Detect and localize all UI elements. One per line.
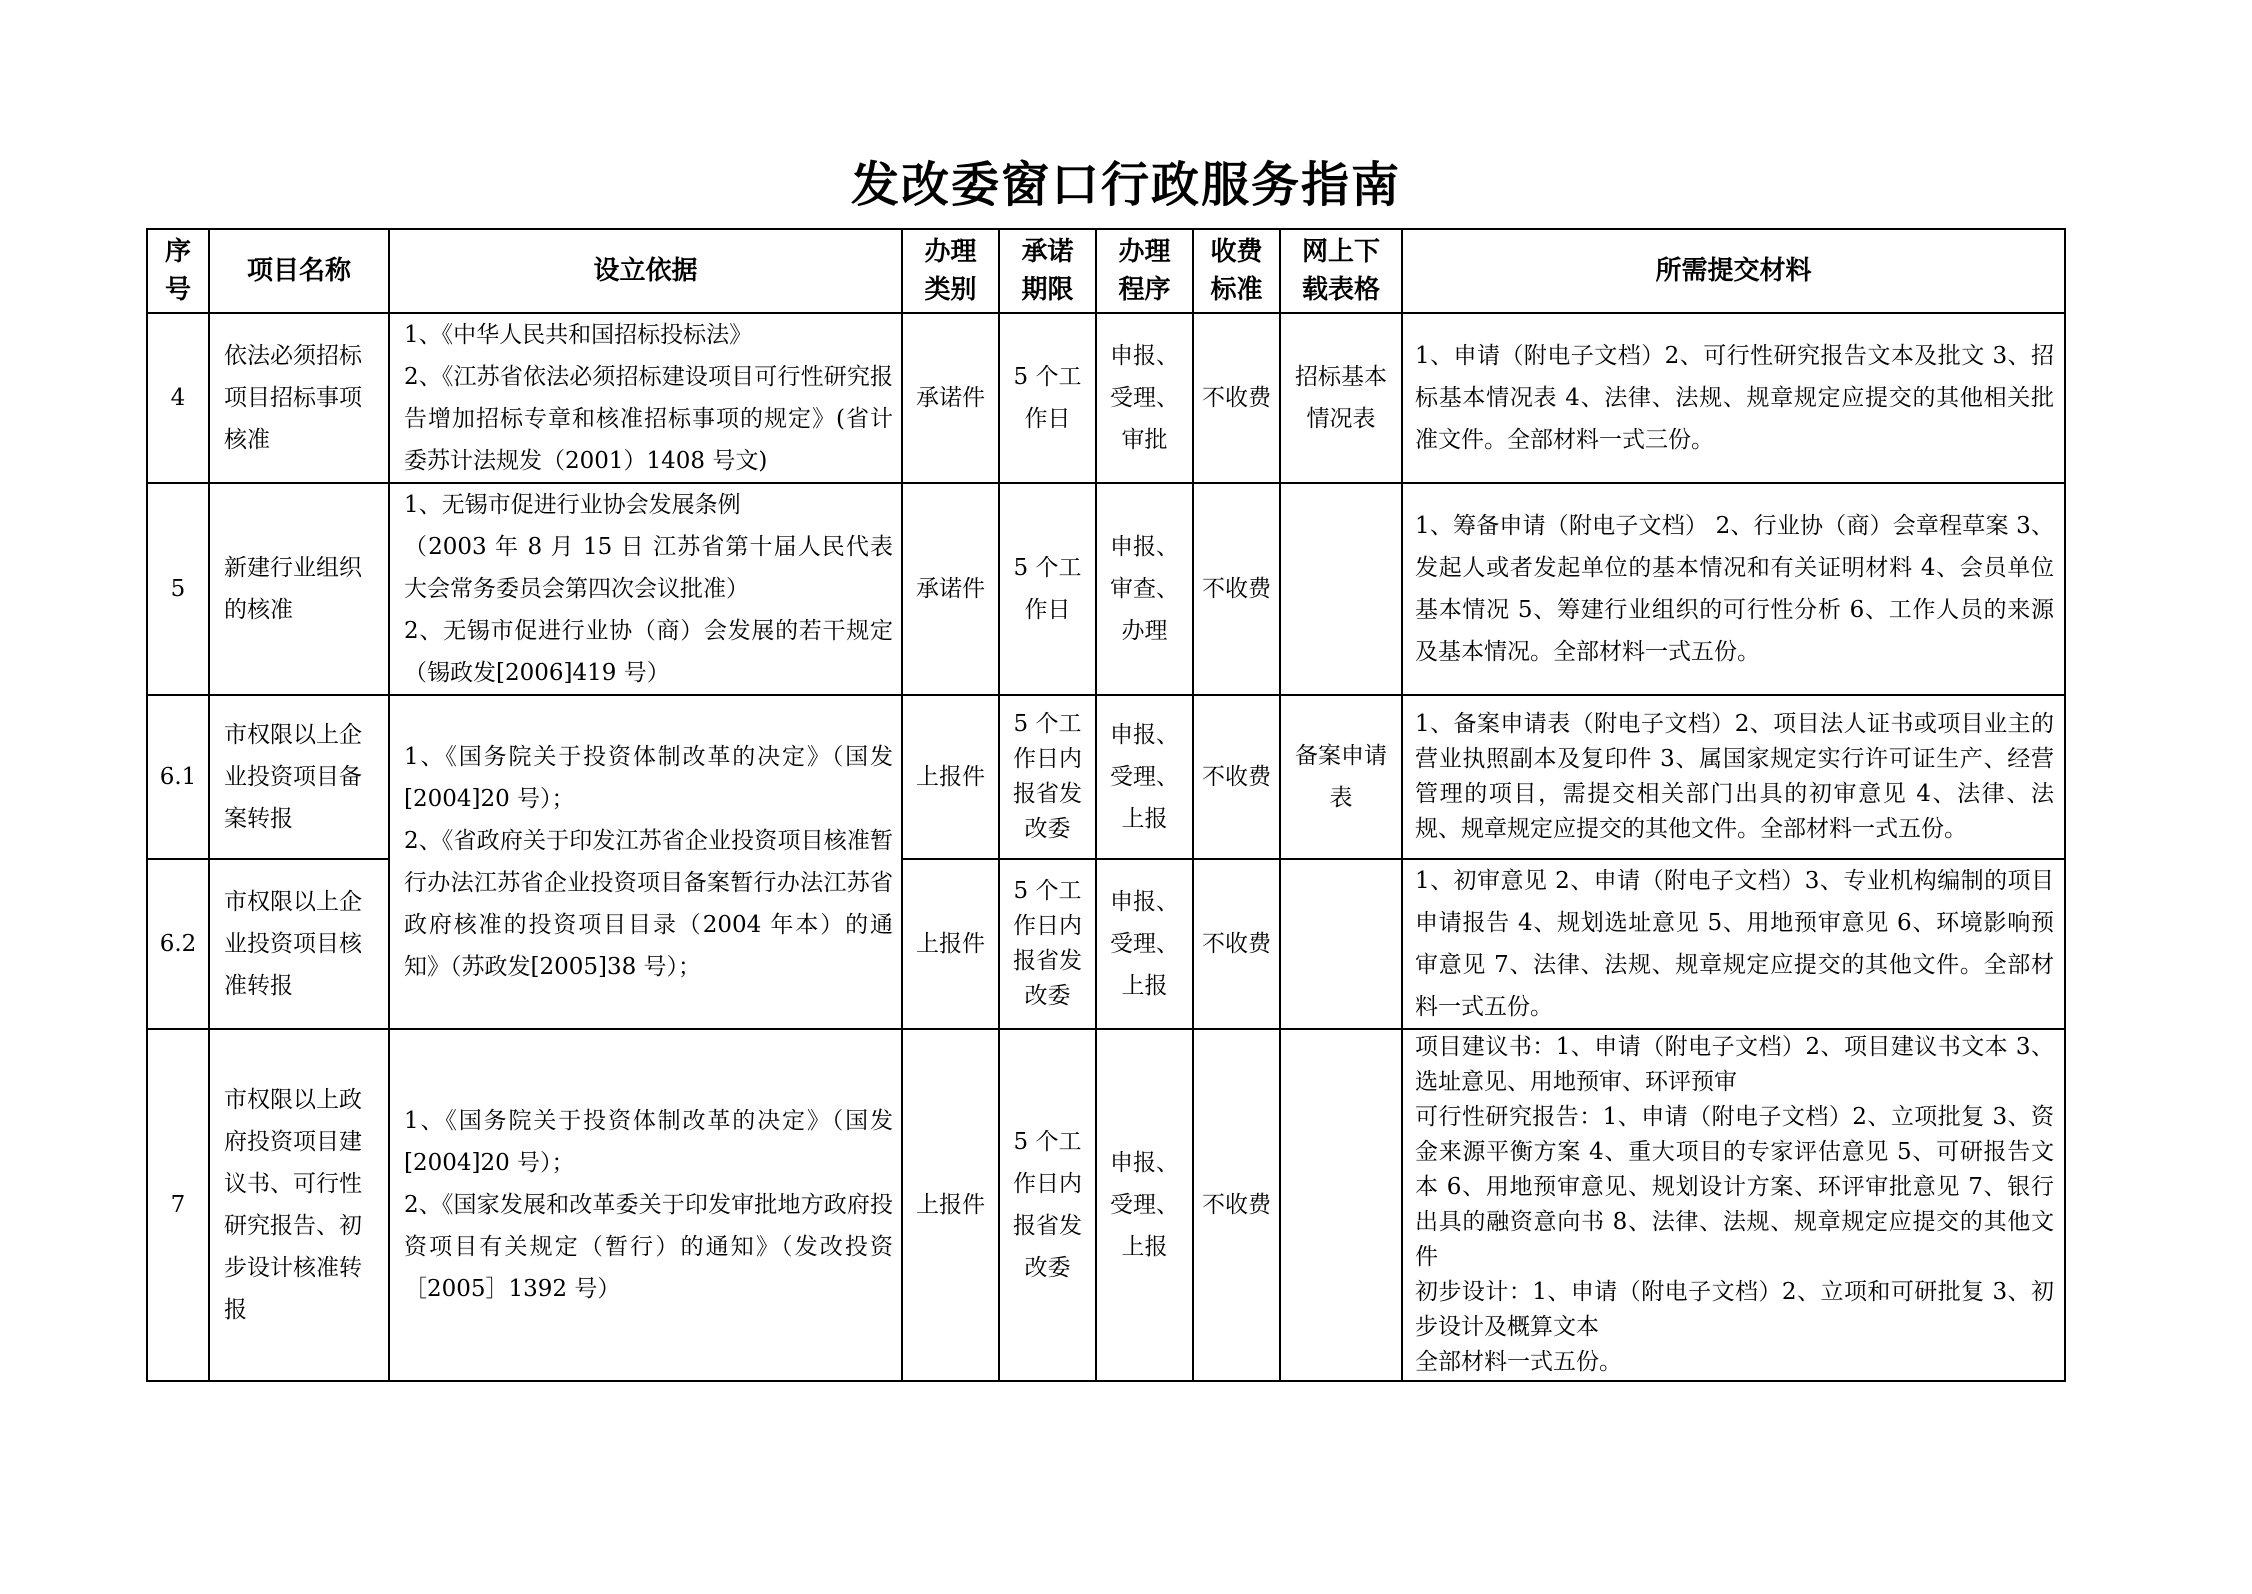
header-name: 项目名称: [209, 229, 389, 313]
materials-line: 可行性研究报告：1、申请（附电子文档）2、立项批复 3、资金来源平衡方案 4、重大项目的专家评估意见 5、可研报告文本 6、用地预审意见、规划设计方案、环评审批意见 7、银行出具的融资意向书 8、法律、法规、规章规定应提交的其他文件: [1415, 1104, 2054, 1270]
row-basis-shared: [389, 695, 902, 1029]
basis-line: 2、《省政府关于印发江苏省企业投资项目核准暂行办法江苏省企业投资项目备案暂行办法江苏省政府核准的投资项目目录（2004 年本）的通知》（苏政发[2005]38 号）；: [404, 828, 893, 980]
basis-line: 1、《国务院关于投资体制改革的决定》（国发[2004]20 号）；: [404, 744, 893, 812]
row-procedure: 申报、受理、上报: [1096, 859, 1193, 1029]
header-type: 办理 类别: [902, 229, 999, 313]
row-form: [1280, 859, 1402, 1029]
row-materials: [1402, 483, 2065, 695]
row-basis: [389, 1029, 902, 1381]
row-limit: 5 个工作日内报省发改委: [999, 1029, 1096, 1381]
row-materials: [1402, 859, 2065, 1029]
row-name: 市权限以上政府投资项目建议书、可行性研究报告、初步设计核准转报: [209, 1029, 389, 1381]
materials-line: 项目建议书：1、申请（附电子文档）2、项目建议书文本 3、选址意见、用地预审、环评预审: [1415, 1034, 2054, 1095]
row-procedure: 申报、审查、办理: [1096, 483, 1193, 695]
header-fee: 收费 标准: [1193, 229, 1280, 313]
header-basis: 设立依据: [389, 229, 902, 313]
row-name: 依法必须招标项目招标事项核准: [209, 313, 389, 483]
row-procedure: 申报、受理、上报: [1096, 695, 1193, 859]
materials-line: 初步设计：1、申请（附电子文档）2、立项和可研批复 3、初步设计及概算文本: [1415, 1279, 2054, 1340]
row-procedure: 申报、受理、审批: [1096, 313, 1193, 483]
row-procedure: 申报、受理、上报: [1096, 1029, 1193, 1381]
row-seq: 5: [147, 483, 209, 695]
basis-line: 2、无锡市促进行业协（商）会发展的若干规定（锡政发[2006]419 号）: [404, 618, 893, 686]
row-type: 上报件: [902, 1029, 999, 1381]
row-limit: 5 个工作日内报省发改委: [999, 695, 1096, 859]
basis-line: 1、《国务院关于投资体制改革的决定》（国发[2004]20 号）；: [404, 1108, 893, 1176]
row-type: 承诺件: [902, 313, 999, 483]
header-procedure: 办理 程序: [1096, 229, 1193, 313]
table-row: [147, 313, 2065, 483]
basis-line: （2003 年 8 月 15 日 江苏省第十届人民代表大会常务委员会第四次会议批准）: [404, 534, 893, 602]
row-fee: 不收费: [1193, 1029, 1280, 1381]
row-fee: 不收费: [1193, 483, 1280, 695]
row-form: 备案申请表: [1280, 695, 1402, 859]
table-row: [147, 695, 2065, 859]
row-name: 市权限以上企业投资项目备案转报: [209, 695, 389, 859]
basis-line: 1、无锡市促进行业协会发展条例: [404, 492, 741, 518]
materials-line: 1、备案申请表（附电子文档）2、项目法人证书或项目业主的营业执照副本及复印件 3、属国家规定实行许可证生产、经营管理的项目，需提交相关部门出具的初审意见 4、法律、法规、规章规定应提交的其他文件。全部材料一式五份。: [1415, 711, 2054, 842]
basis-line: 1、《中华人民共和国招标投标法》: [404, 322, 753, 348]
row-fee: 不收费: [1193, 695, 1280, 859]
materials-line: 1、初审意见 2、申请（附电子文档）3、专业机构编制的项目申请报告 4、规划选址意见 5、用地预审意见 6、环境影响预审意见 7、法律、法规、规章规定应提交的其他文件。全部材料一式五份。: [1415, 868, 2054, 1020]
table-row: [147, 1029, 2065, 1381]
row-name: 新建行业组织的核准: [209, 483, 389, 695]
row-fee: 不收费: [1193, 859, 1280, 1029]
basis-line: 2、《江苏省依法必须招标建设项目可行性研究报告增加招标专章和核准招标事项的规定》(省计委苏计法规发（2001）1408 号文): [404, 364, 893, 474]
row-materials: [1402, 313, 2065, 483]
header-materials: 所需提交材料: [1402, 229, 2065, 313]
row-type: 上报件: [902, 859, 999, 1029]
row-form: [1280, 1029, 1402, 1381]
row-form: 招标基本情况表: [1280, 313, 1402, 483]
row-type: 承诺件: [902, 483, 999, 695]
row-seq: 6.2: [147, 859, 209, 1029]
row-limit: 5 个工作日: [999, 483, 1096, 695]
row-limit: 5 个工作日: [999, 313, 1096, 483]
basis-line: 2、《国家发展和改革委关于印发审批地方政府投资项目有关规定（暂行）的通知》（发改投资［2005］1392 号）: [404, 1192, 893, 1302]
row-form: [1280, 483, 1402, 695]
row-basis: [389, 313, 902, 483]
service-guide-table: [146, 228, 2066, 1382]
row-materials: [1402, 1029, 2065, 1381]
row-type: 上报件: [902, 695, 999, 859]
table-header-row: [147, 229, 2065, 313]
row-fee: 不收费: [1193, 313, 1280, 483]
row-seq: 6.1: [147, 695, 209, 859]
materials-line: 1、申请（附电子文档）2、可行性研究报告文本及批文 3、招标基本情况表 4、法律、法规、规章规定应提交的其他相关批准文件。全部材料一式三份。: [1415, 343, 2054, 453]
row-seq: 4: [147, 313, 209, 483]
materials-line: 1、筹备申请（附电子文档） 2、行业协（商）会章程草案 3、发起人或者发起单位的基本情况和有关证明材料 4、会员单位基本情况 5、筹建行业组织的可行性分析 6、工作人员的来源及基本情况。全部材料一式五份。: [1415, 513, 2054, 665]
row-basis: [389, 483, 902, 695]
header-form: 网上下 载表格: [1280, 229, 1402, 313]
header-limit: 承诺 期限: [999, 229, 1096, 313]
materials-line: 全部材料一式五份。: [1415, 1349, 1622, 1375]
row-materials: [1402, 695, 2065, 859]
header-seq: 序 号: [147, 229, 209, 313]
row-seq: 7: [147, 1029, 209, 1381]
row-name: 市权限以上企业投资项目核准转报: [209, 859, 389, 1029]
table-row: [147, 483, 2065, 695]
page-title: 发改委窗口行政服务指南: [850, 157, 1401, 213]
row-limit: 5 个工作日内报省发改委: [999, 859, 1096, 1029]
